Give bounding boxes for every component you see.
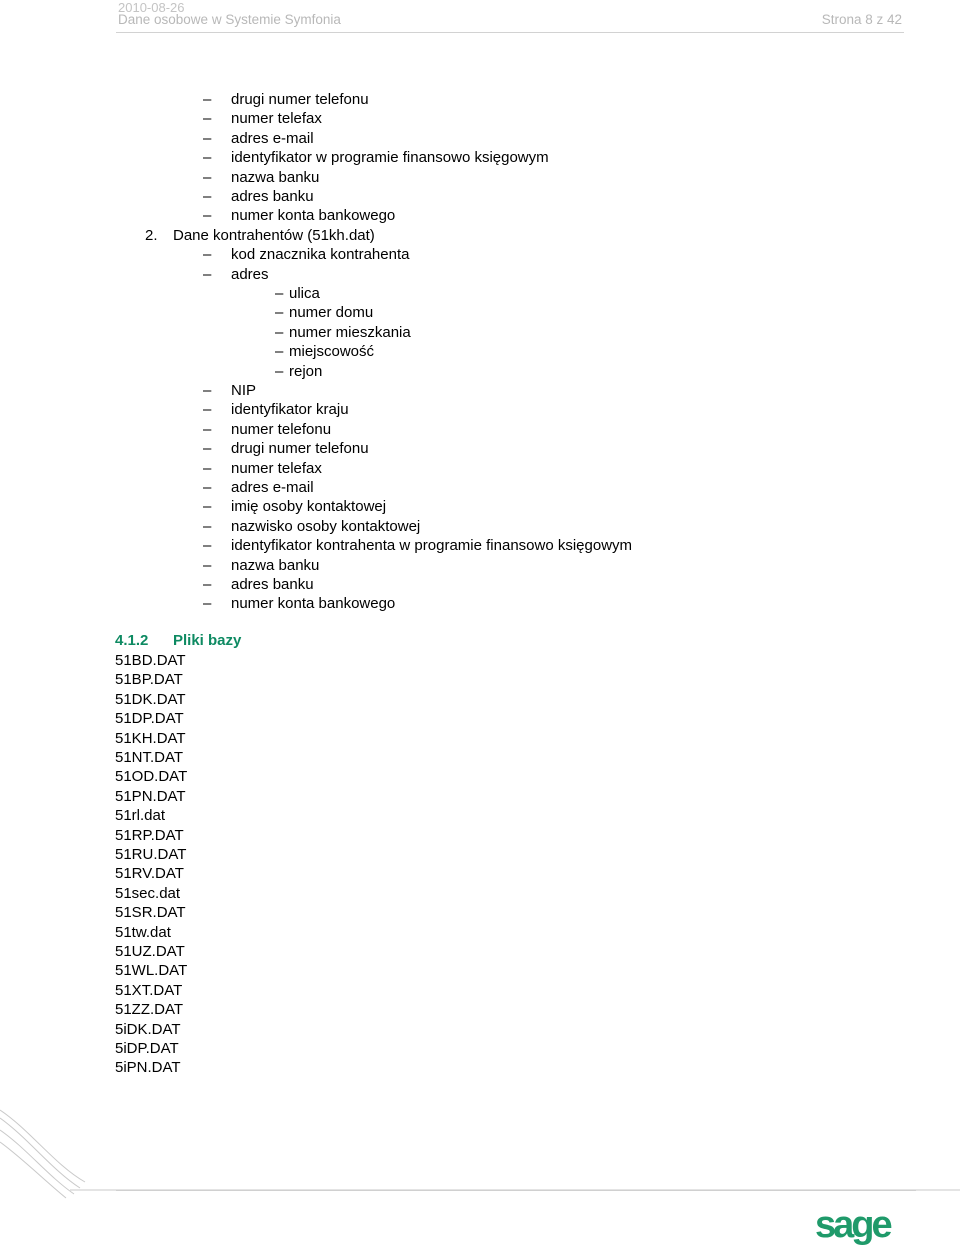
file-name: 51SR.DAT <box>115 904 186 922</box>
sub-list-item: rejon <box>289 362 323 380</box>
dash-bullet: – <box>275 285 284 302</box>
list-item: nazwa banku <box>231 168 320 186</box>
file-name: 51rl.dat <box>115 807 166 825</box>
dash-bullet: – <box>203 440 212 458</box>
list-item: identyfikator kontrahenta w programie finansowo księgowym <box>231 537 633 555</box>
file-name: 51RV.DAT <box>115 865 184 883</box>
footer-divider <box>116 1190 916 1191</box>
file-name: 51DP.DAT <box>115 710 184 728</box>
file-name: 51KH.DAT <box>115 729 186 747</box>
dash-bullet: – <box>203 246 212 264</box>
list-item: adres e-mail <box>231 479 314 496</box>
list-item: adres banku <box>231 188 314 205</box>
numbered-item-label: Dane kontrahentów (51kh.dat) <box>173 227 375 244</box>
list-item: identyfikator w programie finansowo księgowym <box>231 149 549 167</box>
list-item: adres e-mail <box>231 129 314 147</box>
file-name: 51RP.DAT <box>115 826 184 844</box>
header-page-number: Strona 8 z 42 <box>821 12 902 27</box>
file-name: 51NT.DAT <box>115 749 184 766</box>
file-name: 51BD.DAT <box>115 652 186 669</box>
dash-bullet: – <box>203 537 212 555</box>
header-date: 2010-08-26 <box>118 0 185 15</box>
list-item: numer telefax <box>231 459 322 477</box>
dash-bullet: – <box>203 188 212 205</box>
dash-bullet: – <box>203 517 212 535</box>
svg-text:sage: sage <box>815 1205 890 1246</box>
dash-bullet: – <box>203 479 212 496</box>
dash-bullet: – <box>203 401 212 419</box>
list-item: nazwa banku <box>231 556 320 574</box>
file-name: 51BP.DAT <box>115 671 183 689</box>
dash-bullet: – <box>203 91 212 108</box>
list-item: NIP <box>231 382 257 399</box>
file-name: 51XT.DAT <box>115 981 183 999</box>
section-heading <box>115 631 241 650</box>
sub-list-item: miejscowość <box>289 343 375 361</box>
dash-bullet: – <box>203 576 212 593</box>
dash-bullet: – <box>203 498 212 516</box>
file-name: 5iDP.DAT <box>115 1040 179 1057</box>
dash-bullet: – <box>203 595 212 613</box>
sub-list-item: ulica <box>289 285 320 302</box>
file-name: 51tw.dat <box>115 923 171 941</box>
dash-bullet: – <box>203 459 212 477</box>
list-item: drugi numer telefonu <box>231 440 369 458</box>
file-name: 51sec.dat <box>115 884 181 902</box>
dash-bullet: – <box>203 556 212 574</box>
list-item: adres banku <box>231 576 314 593</box>
dash-bullet: – <box>275 304 284 322</box>
list-item: kod znacznika kontrahenta <box>231 246 410 264</box>
list-item: drugi numer telefonu <box>231 91 369 108</box>
list-item: numer konta bankowego <box>231 207 396 225</box>
sub-list-item: numer mieszkania <box>289 323 411 341</box>
file-name: 51RU.DAT <box>115 846 187 863</box>
header-divider <box>116 32 904 33</box>
section-title: Pliki bazy <box>173 632 242 649</box>
dash-bullet: – <box>203 265 212 283</box>
dash-bullet: – <box>203 382 212 399</box>
header-title: Dane osobowe w Systemie Symfonia <box>118 12 341 27</box>
file-name: 51ZZ.DAT <box>115 1001 184 1019</box>
list-item: numer telefax <box>231 110 322 128</box>
sage-logo <box>815 1205 895 1247</box>
section-number: 4.1.2 <box>115 632 149 649</box>
file-name: 51UZ.DAT <box>115 943 185 960</box>
dash-bullet: – <box>203 207 212 225</box>
sub-list-item: numer domu <box>289 304 374 322</box>
file-name: 51OD.DAT <box>115 768 188 786</box>
file-name: 5iDK.DAT <box>115 1020 181 1038</box>
file-name: 51DK.DAT <box>115 690 186 708</box>
dash-bullet: – <box>203 129 212 147</box>
file-name: 5iPN.DAT <box>115 1059 181 1077</box>
dash-bullet: – <box>203 168 212 186</box>
list-item: adres <box>231 265 269 283</box>
dash-bullet: – <box>275 362 284 380</box>
dash-bullet: – <box>275 323 284 341</box>
list-item: identyfikator kraju <box>231 401 349 419</box>
file-name: 51PN.DAT <box>115 787 186 805</box>
list-item: nazwisko osoby kontaktowej <box>231 517 421 535</box>
numbered-item-number: 2. <box>145 227 158 244</box>
file-name: 51WL.DAT <box>115 962 188 980</box>
dash-bullet: – <box>203 420 212 438</box>
dash-bullet: – <box>275 343 284 361</box>
list-item: numer konta bankowego <box>231 595 396 613</box>
dash-bullet: – <box>203 149 212 167</box>
list-item: numer telefonu <box>231 420 332 438</box>
list-item: imię osoby kontaktowej <box>231 498 387 516</box>
dash-bullet: – <box>203 110 212 128</box>
